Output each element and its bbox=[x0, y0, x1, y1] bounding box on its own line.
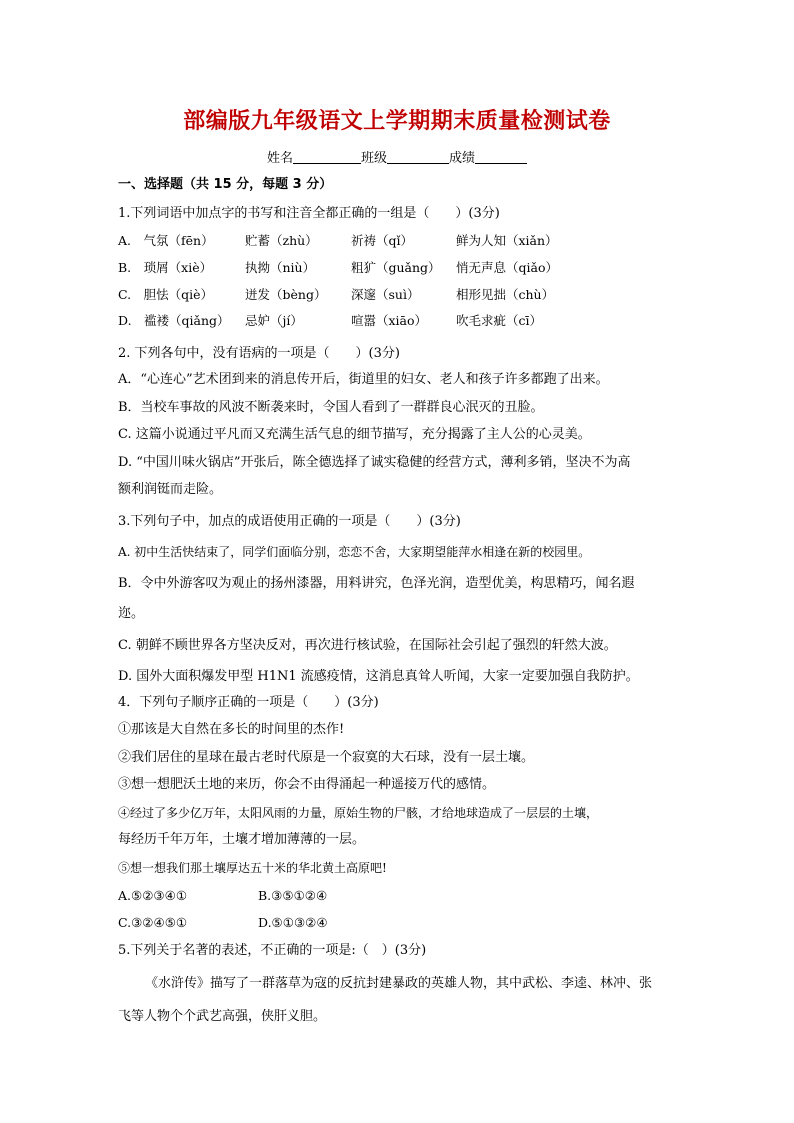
question-1-stem: 1.下列词语中加点字的书写和注音全都正确的一组是（ ）(3分) bbox=[118, 206, 500, 221]
option-text: D. 褴褛（qiǎng） bbox=[118, 313, 230, 328]
option-text: C. 这篇小说通过平凡而又充满生活气息的细节描写，充分揭露了主人公的心灵美。 bbox=[118, 427, 591, 442]
option-text: 贮蓄（zhù） bbox=[245, 233, 318, 248]
class-label: 班级 bbox=[360, 151, 387, 166]
option-text: 忌妒（jí） bbox=[245, 313, 303, 328]
option-text: B．令中外游客叹为观止的扬州漆器，用料讲究，色泽光润，造型优美，构思精巧，闻名遐 bbox=[118, 576, 635, 591]
option-text: B．当校车事故的风波不断袭来时，令国人看到了一群群良心泯灭的丑脸。 bbox=[118, 400, 544, 415]
option-text: C. 胆怯（qiè） bbox=[118, 287, 213, 302]
option-text: 执拗（niù） bbox=[245, 260, 316, 275]
option-text: 祈祷（qǐ） bbox=[351, 233, 413, 248]
score-label: 成绩 bbox=[449, 151, 476, 166]
option-text: D.⑤①③②④ bbox=[258, 915, 328, 930]
option-text: A.⑤②③④① bbox=[118, 888, 188, 903]
score-blank[interactable] bbox=[475, 150, 527, 164]
option-text: C.③②④⑤① bbox=[118, 915, 188, 930]
option-text: B. 琐屑（xiè） bbox=[118, 260, 213, 275]
name-blank[interactable] bbox=[293, 150, 361, 164]
sentence-text: 每经历千年万年，土壤才增加薄薄的一层。 bbox=[118, 832, 366, 847]
sentence-text: ②我们居住的星球在最古老时代原是一个寂寞的大石球，没有一层土壤。 bbox=[118, 750, 535, 765]
paragraph-text: 《水浒传》描写了一群落草为寇的反抗封建暴政的英雄人物，其中武松、李逵、林冲、张 bbox=[145, 976, 653, 991]
option-text: C. 朝鲜不顾世界各方坚决反对，再次进行核试验，在国际社会引起了强烈的轩然大波。 bbox=[118, 638, 617, 653]
sentence-text: ①那该是大自然在多长的时间里的杰作! bbox=[118, 722, 345, 737]
option-text: A．“心连心”艺术团到来的消息传开后，街道里的妇女、老人和孩子许多都跑了出来。 bbox=[118, 372, 609, 387]
question-2-stem: 2. 下列各句中，没有语病的一项是（ ）(3分) bbox=[118, 346, 400, 361]
student-info-line bbox=[0, 147, 794, 166]
option-text: 悄无声息（qiǎo） bbox=[456, 260, 558, 275]
option-text: A. 气氛（fēn） bbox=[118, 233, 214, 248]
question-4-stem: 4．下列句子顺序正确的一项是（ ）(3分) bbox=[118, 695, 379, 710]
option-text: 粗犷（guǎng） bbox=[351, 260, 441, 275]
option-text: 迸发（bèng） bbox=[245, 287, 327, 302]
option-text: A. 初中生活快结束了，同学们面临分别，恋恋不舍，大家期望能萍水相逢在新的校园里。 bbox=[118, 545, 591, 559]
option-text: 喧嚣（xiāo） bbox=[351, 313, 428, 328]
question-3-stem: 3.下列句子中，加点的成语使用正确的一项是（ ）(3分) bbox=[118, 514, 461, 529]
section-heading: 一、选择题（共 15 分，每题 3 分） bbox=[118, 177, 333, 192]
option-text: 相形见拙（chù） bbox=[456, 287, 555, 302]
paragraph-text: 飞等人物个个武艺高强，侠肝义胆。 bbox=[118, 1009, 327, 1024]
option-text: 迩。 bbox=[118, 606, 145, 621]
sentence-text: ⑤想一想我们那土壤厚达五十米的华北黄土高原吧! bbox=[118, 861, 387, 875]
sentence-text: ③想一想肥沃土地的来历，你会不由得涌起一种遥接万代的感情。 bbox=[118, 777, 496, 792]
page-title: 部编版九年级语文上学期期末质量检测试卷 bbox=[183, 109, 611, 134]
option-text: D. 国外大面积爆发甲型 H1N1 流感疫情，这消息真耸人听闻，大家一定要加强自我防护。 bbox=[118, 669, 639, 684]
question-5-stem: 5.下列关于名著的表述，不正确的一项是:（ ）(3分) bbox=[118, 943, 427, 958]
option-text: 吹毛求疵（cī） bbox=[456, 313, 542, 328]
option-text: 深邃（suì） bbox=[351, 287, 420, 302]
option-text: 额利润铤而走险。 bbox=[118, 482, 223, 497]
option-text: B.③⑤①②④ bbox=[258, 888, 328, 903]
option-text: D. “中国川味火锅店”开张后，陈全德选择了诚实稳健的经营方式，薄利多销，坚决不为高 bbox=[118, 455, 631, 470]
class-blank[interactable] bbox=[387, 150, 449, 164]
sentence-text: ④经过了多少亿万年，太阳风雨的力量，原始生物的尸骸，才给地球造成了一层层的土壤， bbox=[118, 806, 599, 820]
option-text: 鲜为人知（xiǎn） bbox=[456, 233, 558, 248]
name-label: 姓名 bbox=[266, 151, 293, 166]
